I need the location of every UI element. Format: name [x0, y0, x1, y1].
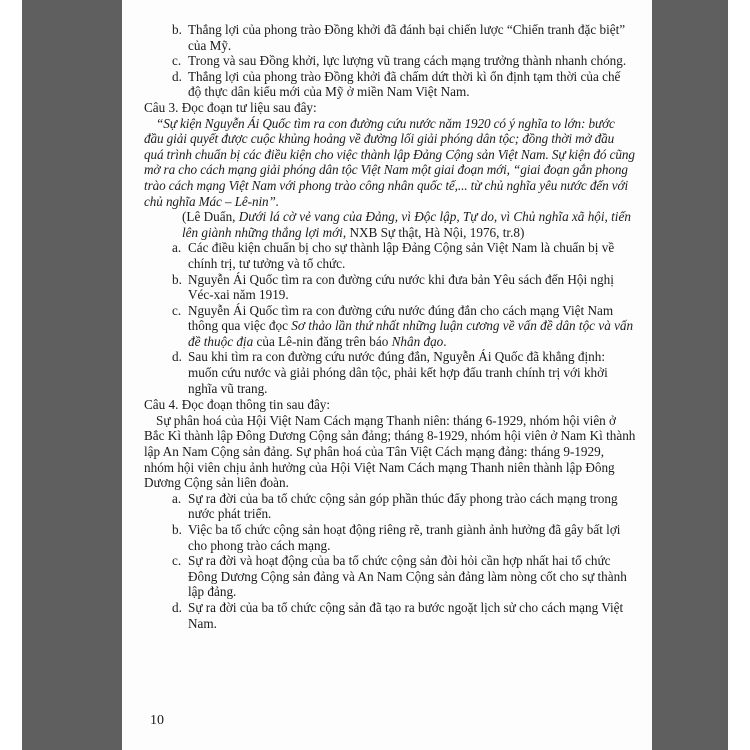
q3-quote: “Sự kiện Nguyễn Ái Quốc tìm ra con đường cứu nước năm 1920 có ý nghĩa to lớn: bước đầu giải quyết được cuộc khủng hoảng về đường lối giải phóng dân tộc; đồng thời mở đầu quá trình chuẩn bị các điều kiện cho việc thành lập Đảng Cộng sản Việt Nam. Sự kiện đó cũng mở ra cho cách mạng giải phóng dân tộc Việt Nam một giai đoạn mới, “giai đoạn gắn phong trào cách mạng Việt Nam với phong trào công nhân quốc tế,... từ chủ nghĩa yêu nước đến với chủ nghĩa Mác – Lê-nin”. — [144, 115, 635, 209]
q3-option-c: c. Nguyễn Ái Quốc tìm ra con đường cứu nước đúng đắn cho cách mạng Việt Nam thông qua việc đọc Sơ thảo lần thứ nhất những luận cương về vấn đề dân tộc và vấn đề thuộc địa của Lê-nin đăng trên báo Nhân đạo. — [172, 302, 634, 349]
q3-option-d: d. Sau khi tìm ra con đường cứu nước đúng đắn, Nguyễn Ái Quốc đã khẳng định: muốn cứu nước và giải phóng dân tộc, phải kết hợp đấu tranh chính trị với khởi nghĩa vũ trang. — [172, 349, 608, 396]
q3-source: (Lê Duẩn, Dưới lá cờ vẻ vang của Đảng, vì Độc lập, Tự do, vì Chủ nghĩa xã hội, tiến lên giành những thắng lợi mới, NXB Sự thật, Hà Nội, 1976, tr.8) — [182, 209, 631, 240]
q4-option-a: a. Sự ra đời của ba tổ chức cộng sản góp phần thúc đẩy phong trào cách mạng trong nước phát triển. — [172, 490, 618, 522]
q4-option-c: c. Sự ra đời và hoạt động của ba tổ chức cộng sản đòi hỏi cần hợp nhất hai tổ chức Đông Dương Cộng sản đảng và An Nam Cộng sản đảng làm nòng cốt cho sự thành lập đảng. — [172, 553, 627, 600]
q3-heading: Câu 3. Đọc đoạn tư liệu sau đây: — [144, 99, 317, 115]
q4-option-d: d. Sự ra đời của ba tổ chức cộng sản đã tạo ra bước ngoặt lịch sử cho cách mạng Việt Nam. — [172, 599, 624, 631]
page-number: 10 — [150, 713, 164, 728]
left-border — [22, 0, 122, 750]
document-page — [122, 0, 652, 750]
q2-option-b: b. Thắng lợi của phong trào Đồng khởi đã đánh bại chiến lược “Chiến tranh đặc biệt” của Mỹ. — [172, 22, 626, 53]
q4-option-b: b. Việc ba tổ chức cộng sản hoạt động riêng rẽ, tranh giành ảnh hưởng đã gây bất lợi cho phong trào cách mạng. — [172, 522, 621, 553]
q3-option-a: a. Các điều kiện chuẩn bị cho sự thành lập Đảng Cộng sản Việt Nam là chuẩn bị về chính trị, tư tưởng và tổ chức. — [172, 240, 615, 271]
q3-option-b: b. Nguyễn Ái Quốc tìm ra con đường cứu nước khi đưa bản Yêu sách đến Hội nghị Véc-xai năm 1919. — [172, 271, 614, 303]
q2-option-c: c. Trong và sau Đồng khởi, lực lượng vũ trang cách mạng trưởng thành nhanh chóng. — [172, 53, 627, 69]
page-content — [144, 22, 636, 631]
right-border — [652, 0, 728, 750]
q4-paragraph: Sự phân hoá của Hội Việt Nam Cách mạng Thanh niên: tháng 6-1929, nhóm hội viên ở Bắc Kì thành lập Đông Dương Cộng sản đảng; tháng 8-1929, nhóm hội viên ở Nam Kì thành lập An Nam Cộng sản đảng. Sự phân hoá của Tân Việt Cách mạng đảng: tháng 9-1929, nhóm hội viên chịu ảnh hưởng của Hội Việt Nam Cách mạng Thanh niên thành lập Đông Dương Cộng sản liên đoàn. — [144, 412, 636, 491]
q4-heading: Câu 4. Đọc đoạn thông tin sau đây: — [144, 397, 331, 413]
q2-option-d: d. Thắng lợi của phong trào Đồng khởi đã chấm dứt thời kì ổn định tạm thời của chế độ thực dân kiểu mới của Mỹ ở miền Nam Việt Nam. — [172, 68, 621, 100]
